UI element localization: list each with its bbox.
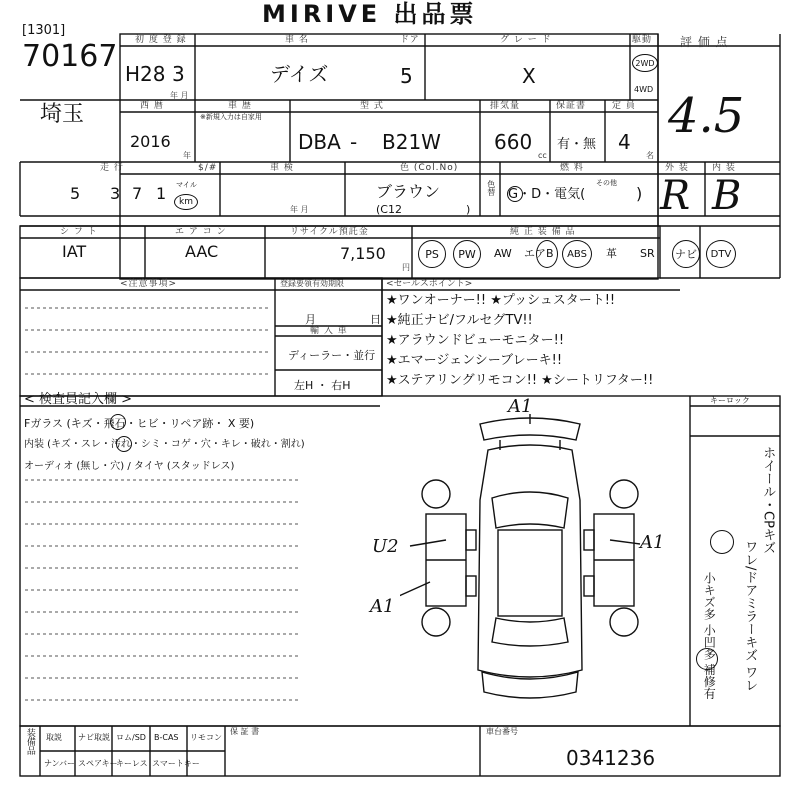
- label-yen: 円: [402, 263, 410, 272]
- interior-dirt-circle: [116, 436, 132, 452]
- label-score: 評 価 点: [680, 35, 729, 49]
- displacement-value: 660: [494, 130, 533, 154]
- label-displacement: 排気量: [490, 101, 521, 111]
- label-year-suffix: 年: [183, 151, 191, 160]
- document-title: MIRIVE 出品票: [262, 0, 478, 28]
- car-diagram: [400, 410, 660, 720]
- color-code: (C12: [376, 203, 402, 216]
- label-sales-points: <セールスポイント>: [386, 279, 473, 289]
- bottom-item-navi-manual: ナビ取説: [78, 733, 110, 742]
- bottom-item-manual: 取説: [46, 733, 62, 742]
- side-note-mirror: ワレ/ドアミラーキズ ワレ: [742, 540, 758, 692]
- equipment-ps: PS: [418, 240, 446, 268]
- bottom-item-smart-key: スマートキー: [152, 759, 200, 768]
- equipment-dtv: DTV: [706, 240, 736, 268]
- bottom-item-rom-sd: ロム/SD: [116, 733, 146, 742]
- katashiki-dash: -: [350, 130, 358, 154]
- katashiki-code: B21W: [382, 130, 441, 154]
- equipment-aw: AW: [494, 247, 512, 260]
- auction-code: [1301]: [22, 23, 66, 38]
- bottom-item-bcas: B-CAS: [154, 733, 179, 742]
- label-special-note: <注意事項>: [120, 279, 178, 289]
- label-fuel-other: その他: [596, 179, 617, 187]
- equipment-label-char: 品: [24, 746, 35, 755]
- color-code-close: ): [466, 203, 471, 216]
- capacity-value: 4: [618, 130, 631, 154]
- prefecture: 埼玉: [40, 102, 85, 127]
- label-import: 輸 入 車: [310, 326, 348, 336]
- recycle-fee: 7,150: [340, 244, 386, 263]
- label-color-change: 色替: [486, 180, 496, 196]
- fuel-gasoline-circle: [507, 186, 523, 202]
- label-seireki: 西 暦: [140, 101, 164, 111]
- glass-chip-circle: [110, 414, 126, 430]
- label-fuel: 燃 料: [560, 163, 584, 173]
- label-interior: 内 装: [712, 163, 736, 173]
- equipment-navi: ナビ: [672, 240, 700, 268]
- aircon-value: AAC: [185, 242, 219, 261]
- import-dealer: ディーラー・並行: [288, 349, 376, 362]
- label-aircon: エ ア コ ン: [175, 227, 227, 237]
- label-reg-expiry: 登録要領有効期限: [280, 279, 344, 288]
- inspector-audio: オーディオ (無し・穴) / タイヤ (スタッドレス): [24, 461, 235, 472]
- door-count: 5: [400, 64, 413, 88]
- year-value: 2016: [130, 132, 171, 151]
- equipment-pw: PW: [453, 240, 481, 268]
- interior-grade: B: [712, 173, 742, 219]
- exterior-grade: R: [660, 173, 691, 219]
- equipment-airbag: エアB: [524, 247, 554, 260]
- label-reg-month: 月: [305, 313, 316, 326]
- sales-point: ★純正ナビ/フルセグTV!!: [386, 313, 533, 328]
- label-year-month: 年 月: [170, 91, 189, 100]
- label-manufacture: 保 証 書: [230, 727, 260, 736]
- model-name: デイズ: [270, 62, 329, 86]
- equipment-airbag-circle: [536, 240, 558, 268]
- label-shaken-ym: 年 月: [290, 205, 309, 214]
- damage-mark-right: A1: [640, 532, 665, 553]
- label-key-lock: キーロック: [710, 396, 750, 405]
- label-model-name: 車 名: [285, 35, 309, 45]
- label-equipment-vertical: [24, 728, 34, 755]
- mileage-digit: 1: [156, 184, 167, 203]
- sales-point: ★エマージェンシーブレーキ!!: [386, 353, 563, 368]
- fuel-value: G・D・電気(: [508, 187, 586, 202]
- side-note-circle: [696, 648, 718, 670]
- label-capacity: 定 員: [612, 101, 636, 111]
- label-equipment: 純 正 装 備 品: [510, 227, 576, 237]
- inspector-glass: Fガラス (キズ・飛石・ヒビ・リペア跡・ X 要): [24, 417, 255, 430]
- mileage-digit: 3: [110, 184, 121, 203]
- label-cc: cc: [538, 151, 547, 160]
- label-mileage: 走 行: [100, 163, 124, 173]
- label-shift: シ フ ト: [60, 227, 98, 237]
- mileage-digit: 7: [132, 184, 143, 203]
- katashiki-prefix: DBA: [298, 130, 341, 154]
- bottom-item-spare-key: スペアキー: [78, 759, 118, 768]
- history-note: ※新規入力は自家用: [200, 113, 262, 121]
- label-capacity-suffix: 名: [646, 151, 654, 160]
- grade-value: X: [522, 64, 536, 88]
- label-exterior: 外 装: [665, 163, 689, 173]
- import-hand: 左H ・ 右H: [294, 379, 351, 392]
- side-note-wheel: ホイール・CPキズ: [760, 446, 776, 554]
- bottom-item-keyless: キーレス: [116, 759, 148, 768]
- side-note-repair: 小キズ多 小凹多 補修有: [702, 572, 717, 700]
- label-dashboard: 保証書: [556, 101, 587, 111]
- label-katashiki: 型 式: [360, 101, 384, 111]
- equipment-sr: SR: [640, 247, 655, 260]
- equipment-label-char: 備: [24, 737, 35, 746]
- chassis-number: 0341236: [566, 746, 656, 770]
- damage-mark-left: U2: [372, 536, 399, 557]
- damage-mark-front: A1: [508, 396, 533, 417]
- mileage-unit-km-circled: km: [174, 194, 198, 210]
- label-meter-swap: $/#: [198, 163, 218, 173]
- mileage-digit: 5: [70, 184, 81, 203]
- drive-2wd-circled: 2WD: [632, 54, 658, 72]
- equipment-leather: 革: [606, 247, 617, 260]
- sales-point: ★ワンオーナー!! ★プッシュスタート!!: [386, 293, 616, 308]
- fuel-close: ): [636, 184, 643, 203]
- damage-mark-left-rear: A1: [370, 596, 395, 617]
- equipment-label-char: 装: [24, 728, 35, 737]
- sales-point: ★ステアリングリモコン!! ★シートリフター!!: [386, 373, 654, 388]
- side-note-circle: [710, 530, 734, 554]
- label-reg-day: 日: [370, 313, 381, 326]
- label-drive: 駆動: [632, 35, 653, 45]
- lot-number: 70167: [22, 39, 118, 74]
- sales-point: ★アラウンドビューモニター!!: [386, 333, 565, 348]
- equipment-abs: ABS: [562, 240, 592, 268]
- first-reg-month: 3: [172, 62, 185, 86]
- mileage-unit-mile: マイル: [176, 181, 197, 189]
- shift-value: IAT: [62, 242, 87, 261]
- label-first-reg: 初 度 登 録: [135, 35, 187, 45]
- label-color: 色 (Col.No): [400, 163, 459, 173]
- bottom-item-remote: リモコン: [190, 733, 222, 742]
- color-name: ブラウン: [376, 182, 441, 201]
- label-chassis-no: 車台番号: [486, 727, 518, 736]
- score-value: 4.5: [668, 88, 745, 144]
- bottom-item-number: ナンバー: [44, 759, 76, 768]
- label-history: 車 歴: [228, 101, 252, 111]
- label-recycle: リサイクル預託金: [290, 227, 369, 237]
- first-reg-era: H28: [125, 62, 166, 86]
- kosha-value: 有・無: [557, 137, 597, 152]
- label-inspector: < 検査員記入欄 >: [24, 392, 133, 407]
- inspector-interior: 内装 (キズ・スレ・汚れ・シミ・コゲ・穴・キレ・破れ・割れ): [24, 439, 305, 450]
- label-doors: ドア: [400, 35, 420, 45]
- label-grade: グ レ ー ド: [500, 35, 552, 45]
- label-shaken: 車 検: [270, 163, 294, 173]
- drive-4wd: 4WD: [634, 85, 654, 94]
